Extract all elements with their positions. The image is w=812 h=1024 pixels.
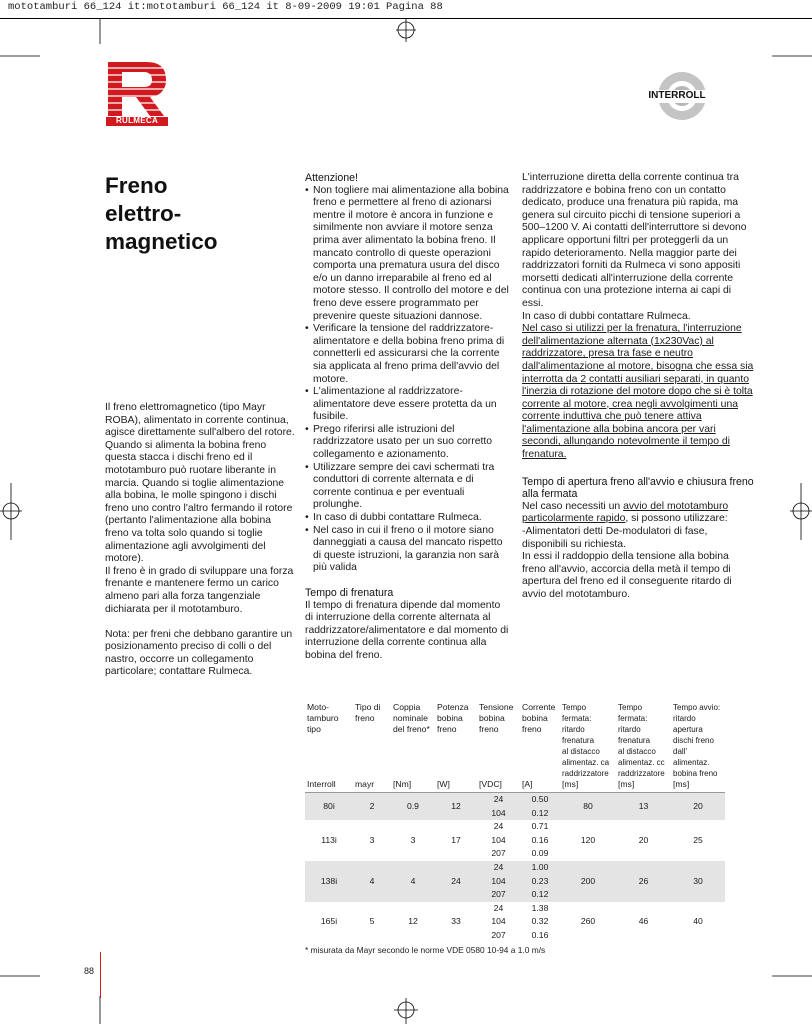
- column-header: Coppia nominale del freno*: [393, 702, 430, 734]
- ac-interruption-warning: Nel caso si utilizzi per la frenatura, l'interruzione dell'alimentazione alternata (1x230Vac) al raddrizzatore, presa tra fase e neutro dall'alimentazione al motore, bisogna che essa sia interrotta da 2 contatti ausiliari separati, in quanto l'inerzia di rotazione del motore dopo che si è tolta corrente al motore, crea negli avvolgimenti una corrente induttiva che può tenere attiva l'alimentazione alla bobina ancora per vari secondi, allungando notevolmente il tempo di frenatura.: [522, 323, 754, 461]
- warning-item: • Prego riferirsi alle istruzioni del raddrizzatore usato per un suo corretto collegamento e azionamento.: [305, 424, 510, 462]
- middle-column: [305, 172, 510, 663]
- current-cell: 0.12: [520, 807, 560, 821]
- braking-time-paragraph: Il tempo di frenatura dipende dal momento di interruzione della corrente alternata al raddrizzatore/alimentatore e dal momento di interruzione della corrente continua alla bobina del freno.: [305, 599, 509, 661]
- torque-cell: 12: [408, 916, 418, 927]
- table-row: [305, 861, 725, 875]
- dc-stop-delay-cell: 46: [638, 916, 649, 927]
- table-row: [305, 902, 725, 916]
- column-unit: [ms]: [616, 779, 671, 793]
- brake-type-cell: 5: [369, 916, 375, 927]
- fast-start-paragraph: [522, 501, 754, 526]
- start-delay-cell: 30: [671, 861, 725, 902]
- rulmeca-wordmark: RULMECA: [115, 116, 159, 125]
- warning-item: • Nel caso in cui il freno o il motore siano danneggiati a causa del mancato rispetto di queste istruzioni, la garanzia non sarà più valida: [305, 525, 510, 575]
- current-cell: 0.16: [531, 834, 549, 845]
- column-unit: [A]: [520, 779, 560, 793]
- start-delay-cell: 20: [671, 793, 725, 821]
- column-unit: [VDC]: [477, 779, 520, 793]
- fast-start-text-end: , si possono utilizzare:: [625, 513, 728, 525]
- warning-item: • Verificare la tensione del raddrizzatore-alimentatore e della bobina freno prima di connetterli ed assicurarsi che la corrente sia applicata al freno prima dell'avvio del motore.: [305, 323, 510, 386]
- brake-type-cell: 2: [353, 793, 391, 821]
- current-cell: 0.50: [520, 793, 560, 807]
- voltage-cell: 24: [477, 861, 520, 875]
- start-delay-cell: 25: [693, 834, 703, 845]
- rulmeca-logo: [106, 60, 168, 126]
- voltage-cell: 207: [477, 888, 520, 902]
- dc-interruption-paragraph: L'interruzione diretta della corrente continua tra raddrizzatore e bobina freno con un contatto dedicato, produce una frenatura più rapida, ma genera sul circuito picchi di tensione superiori a 500–1200 V. Ai contatti dell'interruttore si devono applicare opportuni filtri per proteggerli da un rapido deterioramento. Nella maggior parte dei raddrizzatori forniti da Rulmeca vi sono appositi morsetti dedicati all'interruzione della corrente continua con una protezione interna ai capi di essi.: [522, 172, 747, 309]
- voltage-doubling-paragraph: In essi il raddoppio della tensione alla bobina freno all'avvio, accorcia della metà il tempo di apertura del freno ed il conseguente ritardo di avvio del mototamburo.: [522, 551, 732, 600]
- power-cell: 12: [435, 793, 477, 821]
- torque-cell: 3: [410, 834, 416, 845]
- start-delay-cell: 40: [693, 916, 703, 927]
- column-header: Tipo di freno: [355, 702, 381, 723]
- ac-stop-delay-cell: 200: [560, 861, 616, 902]
- opening-time-heading: Tempo di apertura freno all'avvio e chiusura freno alla fermata: [522, 475, 754, 501]
- fast-start-underlined: avvio del mototamburo particolarmente rapido: [522, 500, 729, 525]
- ac-stop-delay-cell: 80: [560, 793, 616, 821]
- column-header: Moto- tamburo tipo: [307, 702, 339, 734]
- warning-item: • Utilizzare sempre dei cavi schermati tra conduttori di corrente alternata e di corrente continua e per eventuali prolunghe.: [305, 462, 510, 512]
- column-unit: [ms]: [560, 779, 616, 793]
- column-header: Corrente bobina freno: [522, 702, 556, 734]
- contact-rulmeca-text: In caso di dubbi contattare Rulmeca.: [522, 310, 691, 322]
- table-row: [305, 820, 725, 834]
- column-header: Tempo avvio: ritardo apertura dischi freno dall' alimentaz. bobina freno: [673, 703, 721, 778]
- voltage-cell: 104: [477, 875, 520, 889]
- table-header-row: [305, 702, 725, 779]
- column-unit: [W]: [435, 779, 477, 793]
- voltage-cell: 24: [477, 793, 520, 807]
- current-cell: 0.16: [531, 929, 549, 940]
- interroll-logo: [644, 70, 710, 126]
- note-paragraph: Nota: per freni che debbano garantire un posizionamento preciso di colli o del nastro, occorre un collegamento particolare; contattare Rulmeca.: [105, 628, 293, 678]
- power-cell: 17: [451, 834, 461, 845]
- column-header: Tempo fermata: ritardo frenatura al distacco alimentaz. cc raddrizzatore: [618, 703, 665, 778]
- table-unit-row: [305, 779, 725, 793]
- model-cell: 80i: [305, 793, 353, 821]
- dc-stop-delay-cell: 20: [638, 834, 649, 845]
- column-unit: Interroll: [305, 779, 353, 793]
- page-number: 88: [84, 966, 95, 976]
- table-footnote: * misurata da Mayr secondo le norme VDE 0580 10-94 a 1.0 m/s: [305, 944, 546, 955]
- current-cell: 0.09: [531, 848, 549, 859]
- table-body: [305, 793, 725, 943]
- interroll-wordmark: INTERROLL: [648, 90, 706, 101]
- power-cell: 24: [435, 861, 477, 902]
- column-header: Potenza bobina freno: [437, 702, 469, 734]
- voltage-cell: 104: [477, 807, 520, 821]
- title-line: Freno: [105, 173, 168, 198]
- voltage-cell: 207: [491, 929, 506, 940]
- torque-cell: 4: [391, 861, 435, 902]
- voltage-cell: 104: [491, 834, 506, 845]
- warning-item: • L'alimentazione al raddrizzatore-alimentatore deve essere protetta da un fusibile.: [305, 386, 510, 424]
- brake-type-cell: 4: [353, 861, 391, 902]
- fast-start-text: Nel caso necessiti un: [522, 500, 624, 512]
- warning-item: • In caso di dubbi contattare Rulmeca.: [305, 512, 510, 525]
- braking-force-paragraph: Il freno è in grado di sviluppare una forza frenante e mantenere fermo un carico almeno pari alla forza tangenziale dichiarata per il mototamburo.: [105, 565, 294, 615]
- warning-heading: Attenzione!: [305, 172, 359, 184]
- brake-type-cell: 3: [369, 834, 375, 845]
- voltage-cell: 24: [493, 902, 504, 913]
- model-cell: 113i: [321, 834, 337, 845]
- column-unit: [ms]: [671, 779, 725, 793]
- current-cell: 0.71: [531, 821, 549, 832]
- warning-list: [305, 185, 510, 575]
- power-cell: 33: [451, 916, 461, 927]
- warning-item: • Non togliere mai alimentazione alla bobina freno e permettere al freno di azionarsi mentre il motore è ancora in funzione e similmente non avviare il motore senza prima aver alimentato la bobina freno. Il mancato controllo di queste operazioni comporta una prematura usura del disco e/o un danno irreparabile al freno ed al motore stesso. Il controllo del motore e del freno deve essere programmato per prevenire queste situazioni dannose.: [305, 185, 510, 324]
- voltage-cell: 24: [493, 821, 504, 832]
- brake-data-table-wrap: [305, 702, 725, 955]
- dc-stop-delay-cell: 13: [616, 793, 671, 821]
- current-cell: 1.00: [520, 861, 560, 875]
- column-unit: [Nm]: [391, 779, 435, 793]
- current-cell: 0.32: [531, 916, 549, 927]
- voltage-cell: 104: [491, 916, 506, 927]
- page-title: [105, 172, 218, 256]
- ac-stop-delay-cell: 260: [580, 916, 596, 927]
- voltage-cell: 207: [491, 848, 506, 859]
- torque-cell: 0.9: [391, 793, 435, 821]
- page-number-rule: [100, 952, 101, 998]
- dc-stop-delay-cell: 26: [616, 861, 671, 902]
- column-header: Tensione bobina freno: [479, 702, 514, 734]
- left-column: [105, 402, 297, 679]
- ac-stop-delay-cell: 120: [580, 834, 596, 845]
- brake-data-table: [305, 702, 725, 943]
- intro-paragraph: Il freno elettromagnetico (tipo Mayr ROBA), alimentato in corrente continua, agisce direttamente sull'albero del rotore. Quando si alimenta la bobina freno questa stacca i dischi freno ed il mototamburo può ruotare liberante in marcia. Quando si toglie alimentazione alla bobina, le molle spingono i dischi freno uno contro l'altro fermando il rotore (pertanto l'alimentazione alla bobina freno va tolta solo quando si toglie alimentazione agli avvolgimenti del motore).: [105, 402, 295, 565]
- print-slug: mototamburi 66_124 it:mototamburi 66_124 it 8-09-2009 19:01 Pagina 88: [8, 1, 443, 13]
- right-column: [522, 172, 754, 602]
- title-line: magnetico: [105, 229, 218, 254]
- current-cell: 0.12: [520, 888, 560, 902]
- current-cell: 1.38: [531, 902, 549, 913]
- column-unit: mayr: [353, 779, 391, 793]
- model-cell: 165i: [320, 916, 338, 927]
- title-line: elettro-: [105, 201, 182, 226]
- column-header: Tempo fermata: ritardo frenatura al distacco alimentaz. ca raddrizzatore: [562, 703, 610, 778]
- current-cell: 0.23: [520, 875, 560, 889]
- model-cell: 138i: [305, 861, 353, 902]
- demodulator-paragraph: -Alimentatori detti De-modulatori di fase, disponibili su richiesta.: [522, 526, 708, 550]
- braking-time-heading: Tempo di frenatura: [305, 587, 394, 599]
- table-row: [305, 793, 725, 807]
